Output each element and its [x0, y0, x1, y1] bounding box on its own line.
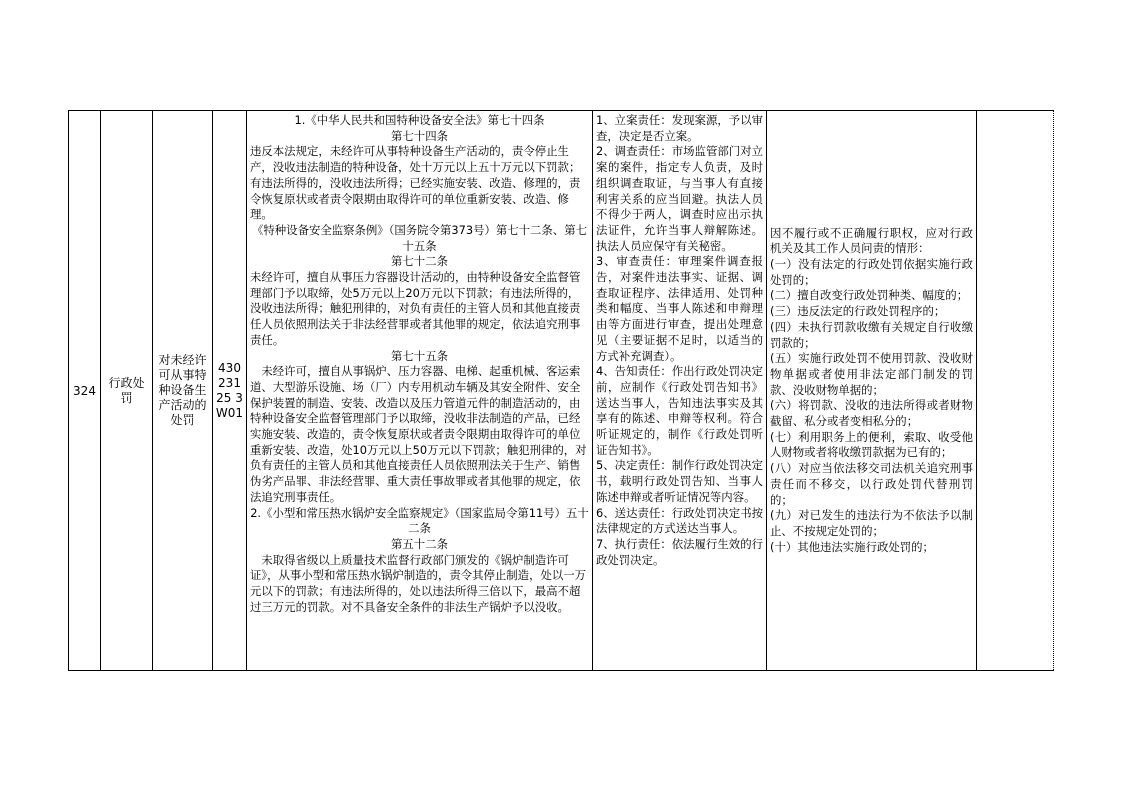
accountability-item: (九）对已发生的违法行为不依法予以制止、不按规定处罚的；: [770, 508, 973, 538]
responsibility-item: 2、调查责任：市场监管部门对立案的案件，指定专人负责，及时组织调查取证，与当事人有直接利害关系的应当回避。执法人员不得少于两人，调查时应出示执法证件，允许当事人辩解陈述。执法人员应保守有关秘密。: [596, 144, 763, 253]
power-code-cell: 43023125 3W01: [213, 111, 247, 671]
power-name-cell: 对未经许可从事特种设备生产活动的处罚: [153, 111, 213, 671]
legal-basis-paragraph: 未经许可，擅自从事锅炉、压力容器、电梯、起重机械、客运索道、大型游乐设施、场（厂）内专用机动车辆及其安全附件、安全保护装置的制造、安装、改造以及压力管道元件的制造活动的，由特种设备安全监督管理部门予以取缔，没收非法制造的产品，已经实施安装、改造的，责令恢复原状或者责令限期由取得许可的单位重新安装、改造，处10万元以上50万元以下罚款；触犯刑律的，对负有责任的主管人员和其他直接责任人员依照刑法关于生产、销售伪劣产品罪、非法经营罪、重大责任事故罪或者其他罪的规定，依法追究刑事责任。: [250, 364, 587, 504]
legal-basis-paragraph: 1.《中华人民共和国特种设备安全法》第七十四条: [294, 113, 545, 127]
legal-basis-paragraph: 2.《小型和常压热水锅炉安全监察规定》（国家监局令第11号）五十二条: [250, 505, 589, 536]
accountability-item: (八）对应当依法移交司法机关追究刑事责任而不移交，以行政处罚代替刑罚的；: [770, 461, 973, 507]
accountability-item: (三）违反法定的行政处罚程序的；: [770, 304, 946, 319]
accountability-list: [770, 226, 973, 556]
power-type-cell: 行政处罚: [101, 111, 153, 671]
responsibility-item: 3、审查责任：审理案件调查报告，对案件违法事实、证据、调查取证程序、法律适用、处罚种类和幅度、当事人陈述和申辩理由等方面进行审查，提出处理意见（主要证据不足时，以适当的方式补充调查）。: [596, 254, 763, 363]
accountability-item: (七）利用职务上的便利，索取、收受他人财物或者将收缴罚款据为已有的；: [770, 429, 973, 460]
accountability-item: (二）擅自改变行政处罚种类、幅度的；: [770, 288, 969, 303]
accountability-cell: [767, 111, 977, 671]
responsibility-item: 5、决定责任：制作行政处罚决定书，载明行政处罚告知、当事人陈述申辩或者听证情况等内容。: [596, 458, 763, 504]
accountability-item: (一）没有法定的行政处罚依据实施行政处罚的；: [770, 257, 973, 287]
legal-basis-paragraph: 第七十二条: [391, 254, 448, 269]
legal-basis-paragraph: 第七十四条: [391, 128, 448, 143]
legal-basis-cell: [247, 111, 593, 671]
legal-basis-paragraph: 《特种设备安全监察条例》（国务院令第373号）第七十二条、第七十五条: [252, 222, 587, 253]
legal-basis-paragraph: 第五十二条: [391, 536, 448, 551]
accountability-item: (六）将罚款、没收的违法所得或者财物截留、私分或者变相私分的；: [770, 398, 973, 429]
remarks-cell: [977, 111, 1054, 671]
legal-basis-paragraph: 第七十五条: [391, 348, 448, 363]
responsibility-item: 4、告知责任：作出行政处罚决定前，应制作《行政处罚告知书》送达当事人，告知违法事实及其享有的陈述、申辩等权利。符合听证规定的，制作《行政处罚听证告知书》。: [596, 364, 763, 457]
responsibility-item: 7、执行责任：依法履行生效的行政处罚决定。: [596, 536, 763, 567]
legal-basis-paragraph: 未经许可，擅自从事压力容器设计活动的，由特种设备安全监督管理部门予以取缔，处5万元以上20万元以下罚款；有违法所得的，没收违法所得；触犯刑律的，对负有责任的主管人员和其他直接责任人员依照刑法关于非法经营罪或者其他罪的规定，依法追究刑事责任。: [250, 270, 581, 347]
accountability-item: (十）其他违法实施行政处罚的；: [770, 539, 934, 554]
legal-basis-paragraph: 违反本法规定，未经许可从事特种设备生产活动的，责令停止生产，没收违法制造的特种设备，处十万元以上五十万元以下罚款；有违法所得的，没收违法所得；已经实施安装、改造、修理的，责令恢复原状或者责令限期由取得许可的单位重新安装、改造、修理。: [250, 144, 581, 222]
item-number-cell: 324: [69, 111, 101, 671]
accountability-item: 因不履行或不正确履行职权，应对行政机关及其工作人员问责的情形：: [770, 225, 973, 256]
responsibility-item: 6、送达责任：行政处罚决定书按法律规定的方式送达当事人。: [596, 505, 763, 536]
accountability-item: (五）实施行政处罚不使用罚款、没收财物单据或者使用非法定部门制发的罚款、没收财物单据的；: [770, 351, 973, 397]
responsibility-item: 1、立案责任：发现案源，予以审查，决定是否立案。: [596, 113, 763, 143]
legal-basis-list: [250, 113, 589, 616]
responsibility-cell: [593, 111, 767, 671]
table-row: [69, 111, 1054, 671]
legal-basis-paragraph: 未取得省级以上质量技术监督行政部门颁发的《锅炉制造许可证》，从事小型和常压热水锅炉制造的，责令其停止制造，处以一万元以下的罚款；有违法所得的，处以违法所得三倍以下，最高不超过三万元的罚款。对不具备安全条件的非法生产锅炉予以没收。: [250, 552, 587, 614]
power-list-sheet: [68, 110, 1053, 671]
responsibility-list: [596, 113, 763, 568]
accountability-item: (四）未执行罚款收缴有关规定自行收缴罚款的；: [770, 319, 973, 350]
power-list-table: [68, 110, 1054, 671]
